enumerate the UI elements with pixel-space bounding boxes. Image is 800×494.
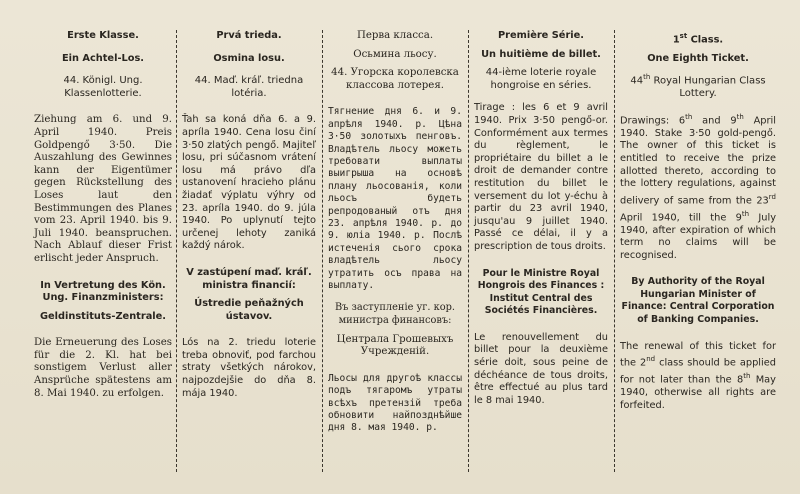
german-body: Ziehung am 6. und 9. April 1940. Preis Goldpengő 3·50. Die Auszahlung des Gewinnes kann der Eigentümer gegen Rückstellung des Loses laut den Bestimmungen des Planes vom 23. April 1940. bis 9. Juli 1940. beanspruchen. Nach Ablauf dieser Frist erlischt jeder Anspruch. — [34, 114, 172, 264]
slovak-institute: Ústredie peňažných ústavov. — [194, 298, 304, 322]
russian-column — [322, 30, 468, 470]
german-column — [28, 30, 178, 470]
french-body: Tirage : les 6 et 9 avril 1940. Prix 3·50 pengő-or. Conformément aux termes du règlement, le propriétaire du billet a le droit de demander contre restitution du billet le versement du lot y-échu à partir du 23 avril 1940, jusqu'au 9 juillet 1940. Passé ce délai, il y a prescription de tous droits. — [474, 102, 608, 252]
french-renewal: Le renouvellement du billet pour la deuxième série doit, sous peine de déchéance de tous droits, être effectué au plus tard le 8 mai 1940. — [474, 331, 608, 406]
english-authority: By Authority of the Royal Hungarian Minister of Finance: Central Corporation of Banking Companies. — [621, 276, 775, 326]
slovak-ticket-label: Osmina losu. — [213, 52, 285, 64]
german-renewal: Die Erneuerung des Loses für die 2. Kl. hat bei sonstigem Verlust aller Ansprüche spätestens am 8. Mai 1940. zu erfolgen. — [34, 337, 172, 399]
english-ticket-label: One Eighth Ticket. — [647, 52, 749, 64]
french-authority: Pour le Ministre Royal Hongrois des Finances : Institut Central des Sociétés Financières. — [477, 267, 605, 317]
english-body: Drawings: 6th and 9th April 1940. Stake 3·50 gold-pengő. The owner of this ticket is entitled to receive the prize allotted thereto, according to the lottery regulations, against delivery of same from the 23rd April 1940, till the 9th July 1940, after expiration of which term no claims will be recognised. — [620, 112, 776, 261]
french-lottery-title: 44-ième loterie royale hongroise en séries. — [485, 67, 597, 91]
german-institute: Geldinstituts-Zentrale. — [39, 310, 167, 322]
russian-authority: Въ заступленіе уг. кор. министра финансовъ: — [334, 302, 456, 327]
slovak-authority: V zastúpení maď. kráľ. ministra financií: — [186, 266, 312, 291]
slovak-renewal: Lós na 2. triedu loterie treba obnoviť, pod farchou straty všetkých nárokov, najpozdejšie do dňa 8. mája 1940. — [182, 337, 316, 399]
english-column — [614, 30, 782, 470]
russian-ticket-label: Осьмина льосу. — [353, 48, 437, 60]
slovak-column — [176, 30, 322, 470]
german-lottery-title: 44. Königl. Ung. Klassenlotterie. — [63, 75, 143, 99]
english-lottery-title: 44th Royal Hungarian Class Lottery. — [630, 73, 766, 100]
russian-institute: Централа Грошевыхъ Учрежденій. — [336, 333, 454, 358]
german-class-label: Erste Klasse. — [67, 30, 139, 41]
french-class-label: Première Série. — [497, 30, 584, 41]
english-renewal: The renewal of this ticket for the 2nd class should be applied for not later than the 8th May 1940, otherwise all rights are forfeited. — [620, 340, 776, 411]
german-authority: In Vertretung des Kön. Ung. Finanzministers: — [40, 279, 166, 304]
french-ticket-label: Un huitième de billet. — [481, 48, 601, 60]
russian-lottery-title: 44. Угорска королевска классова лотерея. — [331, 67, 459, 91]
russian-class-label: Перва класса. — [356, 30, 434, 41]
french-column — [468, 30, 614, 470]
slovak-lottery-title: 44. Maď. kráľ. triedna lotéria. — [194, 75, 304, 99]
german-ticket-label: Ein Achtel-Los. — [61, 52, 145, 64]
english-class-label: 1st Class. — [672, 32, 724, 46]
russian-body: Тягнение дня 6. и 9. апрѣля 1940. р. Цѣна 3·50 золотыхъ пенговъ. Владѣтель льосу можеть требовати выплаты выигрыша на основѣ плану льосованія, коли льосъ будеть репродованый отъ дня 23. апрѣля 1940. р. до 9. юліа 1940. р. Послѣ истеченія сього срока владѣтель льосу утратить осъ права на выплату. — [328, 106, 462, 292]
slovak-class-label: Prvá trieda. — [216, 30, 282, 41]
slovak-body: Ťah sa koná dňa 6. a 9. apríla 1940. Cena losu činí 3·50 zlatých pengő. Majiteľ losu, pri súčasnom vrátení losu má právo dľa ustanovení hracieho plánu žiadať výplatu výhry od 23. apríla 1940. do 9. júla 1940. Po uplynutí tejto určenej lehoty zaniká každý nárok. — [182, 114, 316, 252]
russian-renewal: Льосы для другоѣ классы подъ тягаромъ утраты всѣхъ претензій треба обновити найпозднѣйше дня 8. мая 1940. р. — [328, 372, 462, 434]
